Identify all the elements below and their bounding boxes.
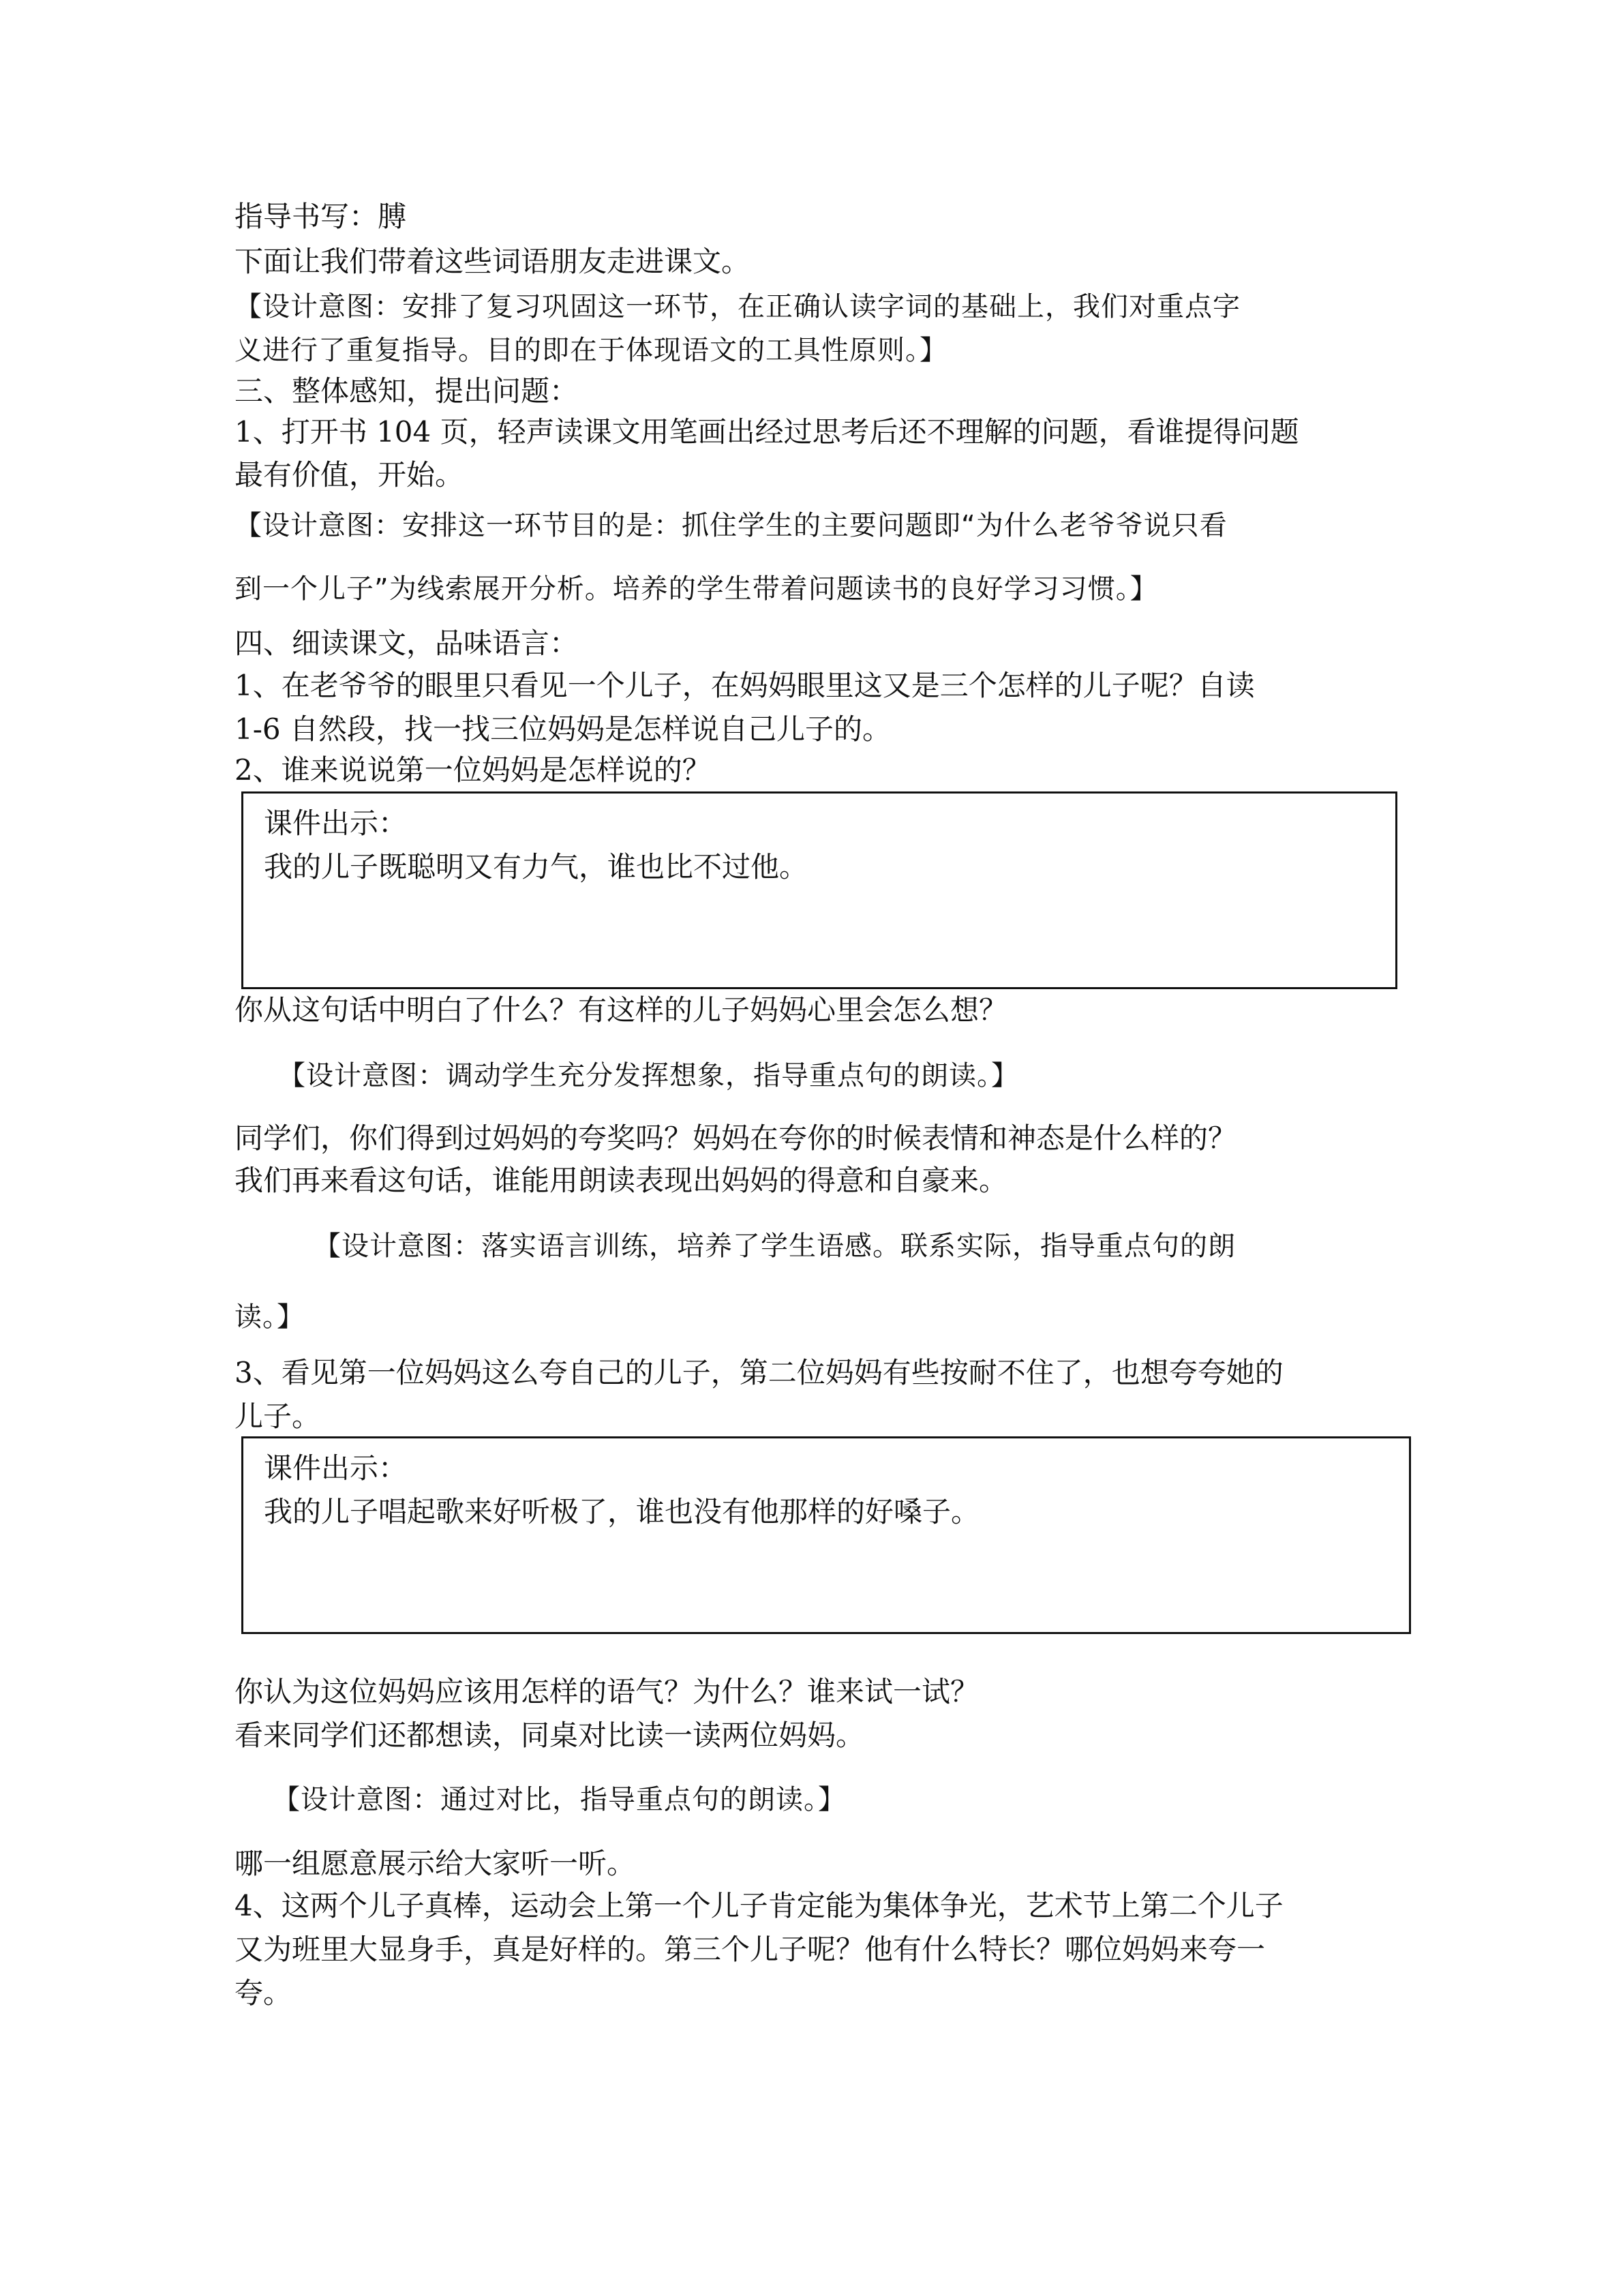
courseware-box: [241, 791, 1397, 989]
courseware-box-text: 我的儿子唱起歌来好听极了，谁也没有他那样的好嗓子。: [264, 1495, 980, 1528]
body-paragraph: 我们再来看这句话，谁能用朗读表现出妈妈的得意和自豪来。: [234, 1164, 1008, 1197]
courseware-box: [241, 1436, 1411, 1634]
design-intent-note-continued: 到一个儿子”为线索展开分析。培养的学生带着问题读书的良好学习习惯。】: [234, 573, 1158, 605]
step-paragraph-continued: 1-6 自然段，找一找三位妈妈是怎样说自己儿子的。: [234, 712, 891, 746]
step-paragraph: 1、在老爷爷的眼里只看见一个儿子，在妈妈眼里这又是三个怎样的儿子呢？自读: [234, 669, 1255, 702]
design-intent-note-continued: 读。】: [234, 1301, 305, 1333]
question-paragraph: 你从这句话中明白了什么？有这样的儿子妈妈心里会怎么想？: [234, 993, 1008, 1027]
step-paragraph-continued: 夸。: [234, 1976, 292, 2010]
writing-guide-line: 指导书写：膊: [234, 200, 407, 233]
section-heading-overall-perception: 三、整体感知，提出问题：: [234, 374, 579, 408]
design-intent-note: 【设计意图：通过对比，指导重点句的朗读。】: [273, 1784, 846, 1815]
body-paragraph: 哪一组愿意展示给大家听一听。: [234, 1847, 636, 1880]
step-paragraph: 1、打开书 104 页，轻声读课文用笔画出经过思考后还不理解的问题，看谁提得问题: [234, 415, 1299, 449]
step-paragraph-continued: 最有价值，开始。: [234, 458, 464, 492]
body-paragraph: 看来同学们还都想读，同桌对比读一读两位妈妈。: [234, 1719, 865, 1752]
step-paragraph-continued: 儿子。: [234, 1400, 321, 1433]
body-paragraph: 同学们，你们得到过妈妈的夸奖吗？妈妈在夸你的时候表情和神态是什么样的？: [234, 1121, 1237, 1155]
question-paragraph: 你认为这位妈妈应该用怎样的语气？为什么？谁来试一试？: [234, 1675, 980, 1708]
design-intent-note: 【设计意图：安排这一环节目的是：抓住学生的主要问题即“为什么老爷爷说只看: [234, 510, 1228, 541]
section-heading-close-reading: 四、细读课文，品味语言：: [234, 626, 579, 660]
design-intent-note: 【设计意图：落实语言训练，培养了学生语感。联系实际，指导重点句的朗: [314, 1230, 1236, 1262]
design-intent-note-continued: 义进行了重复指导。目的即在于体现语文的工具性原则。】: [234, 335, 947, 366]
step-paragraph: 4、这两个儿子真棒，运动会上第一个儿子肯定能为集体争光，艺术节上第二个儿子: [234, 1889, 1284, 1922]
courseware-box-title: 课件出示：: [264, 1451, 408, 1485]
step-paragraph: 2、谁来说说第一位妈妈是怎样说的？: [234, 753, 711, 787]
intro-paragraph: 下面让我们带着这些词语朋友走进课文。: [234, 245, 750, 278]
courseware-box-text: 我的儿子既聪明又有力气，谁也比不过他。: [264, 850, 808, 883]
design-intent-note: 【设计意图：调动学生充分发挥想象，指导重点句的朗读。】: [278, 1060, 1019, 1091]
courseware-box-title: 课件出示：: [264, 806, 408, 840]
step-paragraph: 3、看见第一位妈妈这么夸自己的儿子，第二位妈妈有些按耐不住了，也想夸夸她的: [234, 1356, 1284, 1389]
design-intent-note: 【设计意图：安排了复习巩固这一环节，在正确认读字词的基础上，我们对重点字: [234, 291, 1241, 322]
step-paragraph-continued: 又为班里大显身手，真是好样的。第三个儿子呢？他有什么特长？哪位妈妈来夸一: [234, 1933, 1266, 1966]
